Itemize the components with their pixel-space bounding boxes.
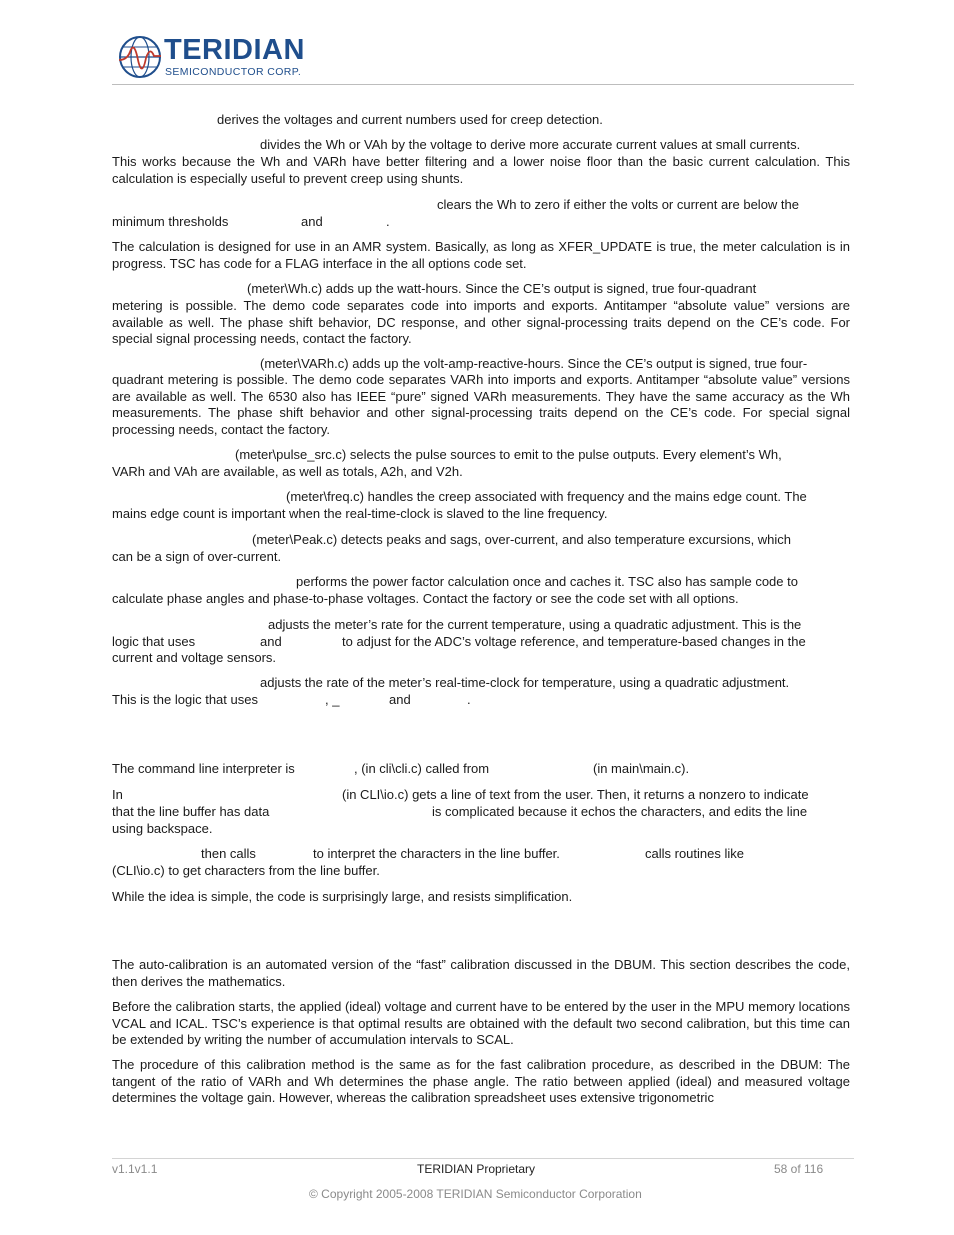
body-text: (meter\pulse_src.c) selects the pulse sources to emit to the pulse outputs. Every element’s Wh, — [235, 447, 782, 462]
logo-wordmark: TERIDIAN — [164, 34, 305, 66]
body-paragraph: This works because the Wh and VARh have better filtering and a lower noise floor than the basic current calculation. This calculation is especially useful to prevent creep using shunts. — [112, 154, 850, 186]
body-text: (meter\Wh.c) adds up the watt-hours. Since the CE’s output is signed, true four-quadrant — [247, 281, 757, 296]
body-text: current and voltage sensors. — [112, 650, 277, 665]
body-text: In — [112, 787, 123, 802]
logo-subtitle: SEMICONDUCTOR CORP. — [165, 66, 302, 78]
body-text: can be a sign of over-current. — [112, 549, 282, 564]
body-text: , _ — [325, 692, 340, 707]
body-text: logic that uses — [112, 634, 196, 649]
body-text: calls routines like — [645, 846, 744, 861]
body-text: While the idea is simple, the code is surprisingly large, and resists simplification. — [112, 889, 573, 904]
body-text: clears the Wh to zero if either the volts or current are below the — [437, 197, 800, 212]
body-text: (in CLI\io.c) gets a line of text from the user. Then, it returns a nonzero to indicate — [342, 787, 809, 802]
body-text: then calls — [201, 846, 256, 861]
body-text: and — [301, 214, 323, 229]
body-text: (meter\Peak.c) detects peaks and sags, over-current, and also temperature excursions, which — [252, 532, 792, 547]
body-paragraph: Before the calibration starts, the applied (ideal) voltage and current have to be entered by the user in the MPU memory locations VCAL and ICAL. TSC’s experience is that optimal results are obtained with the default two second calibration, but this time can be extended by writing the number of accumulation intervals to SCAL. — [112, 999, 850, 1047]
body-paragraph: The calculation is designed for use in an AMR system. Basically, as long as XFER_UPDATE is true, the meter calculation is in progress. TSC has code for a FLAG interface in the all options code set. — [112, 239, 850, 271]
footer-proprietary: TERIDIAN Proprietary — [417, 1162, 536, 1176]
body-text: performs the power factor calculation once and caches it. TSC also has sample code to — [296, 574, 798, 589]
footer-page-number: 58 of 116 — [774, 1162, 824, 1176]
footer-version: v1.1v1.1 — [112, 1162, 158, 1176]
body-text: adjusts the rate of the meter’s real-time-clock for temperature, using a quadratic adjustment. — [260, 675, 790, 690]
body-text: and — [260, 634, 282, 649]
footer-divider — [112, 1158, 854, 1159]
body-text: (in main\main.c). — [593, 761, 690, 776]
body-paragraph: metering is possible. The demo code separates code into imports and exports. Antitamper “absolute value” versions are available as well. The phase shift behavior, DC response, and other signal-processing traits depend on the CE’s code. For special signal processing needs, contact the factory. — [112, 298, 850, 346]
body-text: The command line interpreter is — [112, 761, 295, 776]
footer-copyright: © Copyright 2005-2008 TERIDIAN Semiconductor Corporation — [309, 1187, 642, 1201]
body-text: calculate phase angles and phase-to-phase voltages. Contact the factory or see the code set with all options. — [112, 591, 739, 606]
body-text: divides the Wh or VAh by the voltage to derive more accurate current values at small currents. — [260, 137, 801, 152]
body-text: (meter\freq.c) handles the creep associated with frequency and the mains edge count. The — [286, 489, 807, 504]
body-text: . — [467, 692, 471, 707]
body-paragraph: The auto-calibration is an automated version of the “fast” calibration discussed in the DBUM. This section describes the code, then derives the mathematics. — [112, 957, 850, 989]
body-text: and — [389, 692, 411, 707]
body-text: to interpret the characters in the line buffer. — [313, 846, 560, 861]
body-text: adjusts the meter’s rate for the current temperature, using a quadratic adjustment. This is the — [268, 617, 802, 632]
body-text: is complicated because it echos the characters, and edits the line — [432, 804, 808, 819]
body-text: (CLI\io.c) to get characters from the line buffer. — [112, 863, 380, 878]
body-text: that the line buffer has data — [112, 804, 270, 819]
body-text: using backspace. — [112, 821, 213, 836]
body-text: mains edge count is important when the real-time-clock is slaved to the line frequency. — [112, 506, 608, 521]
body-text: This is the logic that uses — [112, 692, 258, 707]
body-text: derives the voltages and current numbers used for creep detection. — [217, 112, 603, 127]
body-text: (meter\VARh.c) adds up the volt-amp-reactive-hours. Since the CE’s output is signed, true four- — [260, 356, 808, 371]
body-text: minimum thresholds — [112, 214, 229, 229]
teridian-logo — [117, 32, 327, 82]
body-text: , (in cli\cli.c) called from — [354, 761, 490, 776]
body-text: VARh and VAh are available, as well as totals, A2h, and V2h. — [112, 464, 463, 479]
body-text: to adjust for the ADC’s voltage reference, and temperature-based changes in the — [342, 634, 806, 649]
body-paragraph: The procedure of this calibration method is the same as for the fast calibration procedure, as described in the DBUM: The tangent of the ratio of VARh and Wh determines the phase angle. The ratio between applied (ideal) and measured voltage determines the voltage gain. However, whereas the calibration spreadsheet uses extensive trigonometric — [112, 1057, 850, 1105]
body-text: . — [386, 214, 390, 229]
globe-logo-icon — [117, 34, 163, 80]
page-header — [112, 28, 854, 85]
body-paragraph: quadrant metering is possible. The demo code separates VARh into imports and exports. Antitamper “absolute value” versions are available as well. The 6530 also has IEEE “pure” signed VARh measurements. They have the same accuracy as the Wh measurements. The phase shift behavior and other signal-processing traits depend on the CE’s code. For special signal processing needs, contact the factory. — [112, 372, 850, 437]
